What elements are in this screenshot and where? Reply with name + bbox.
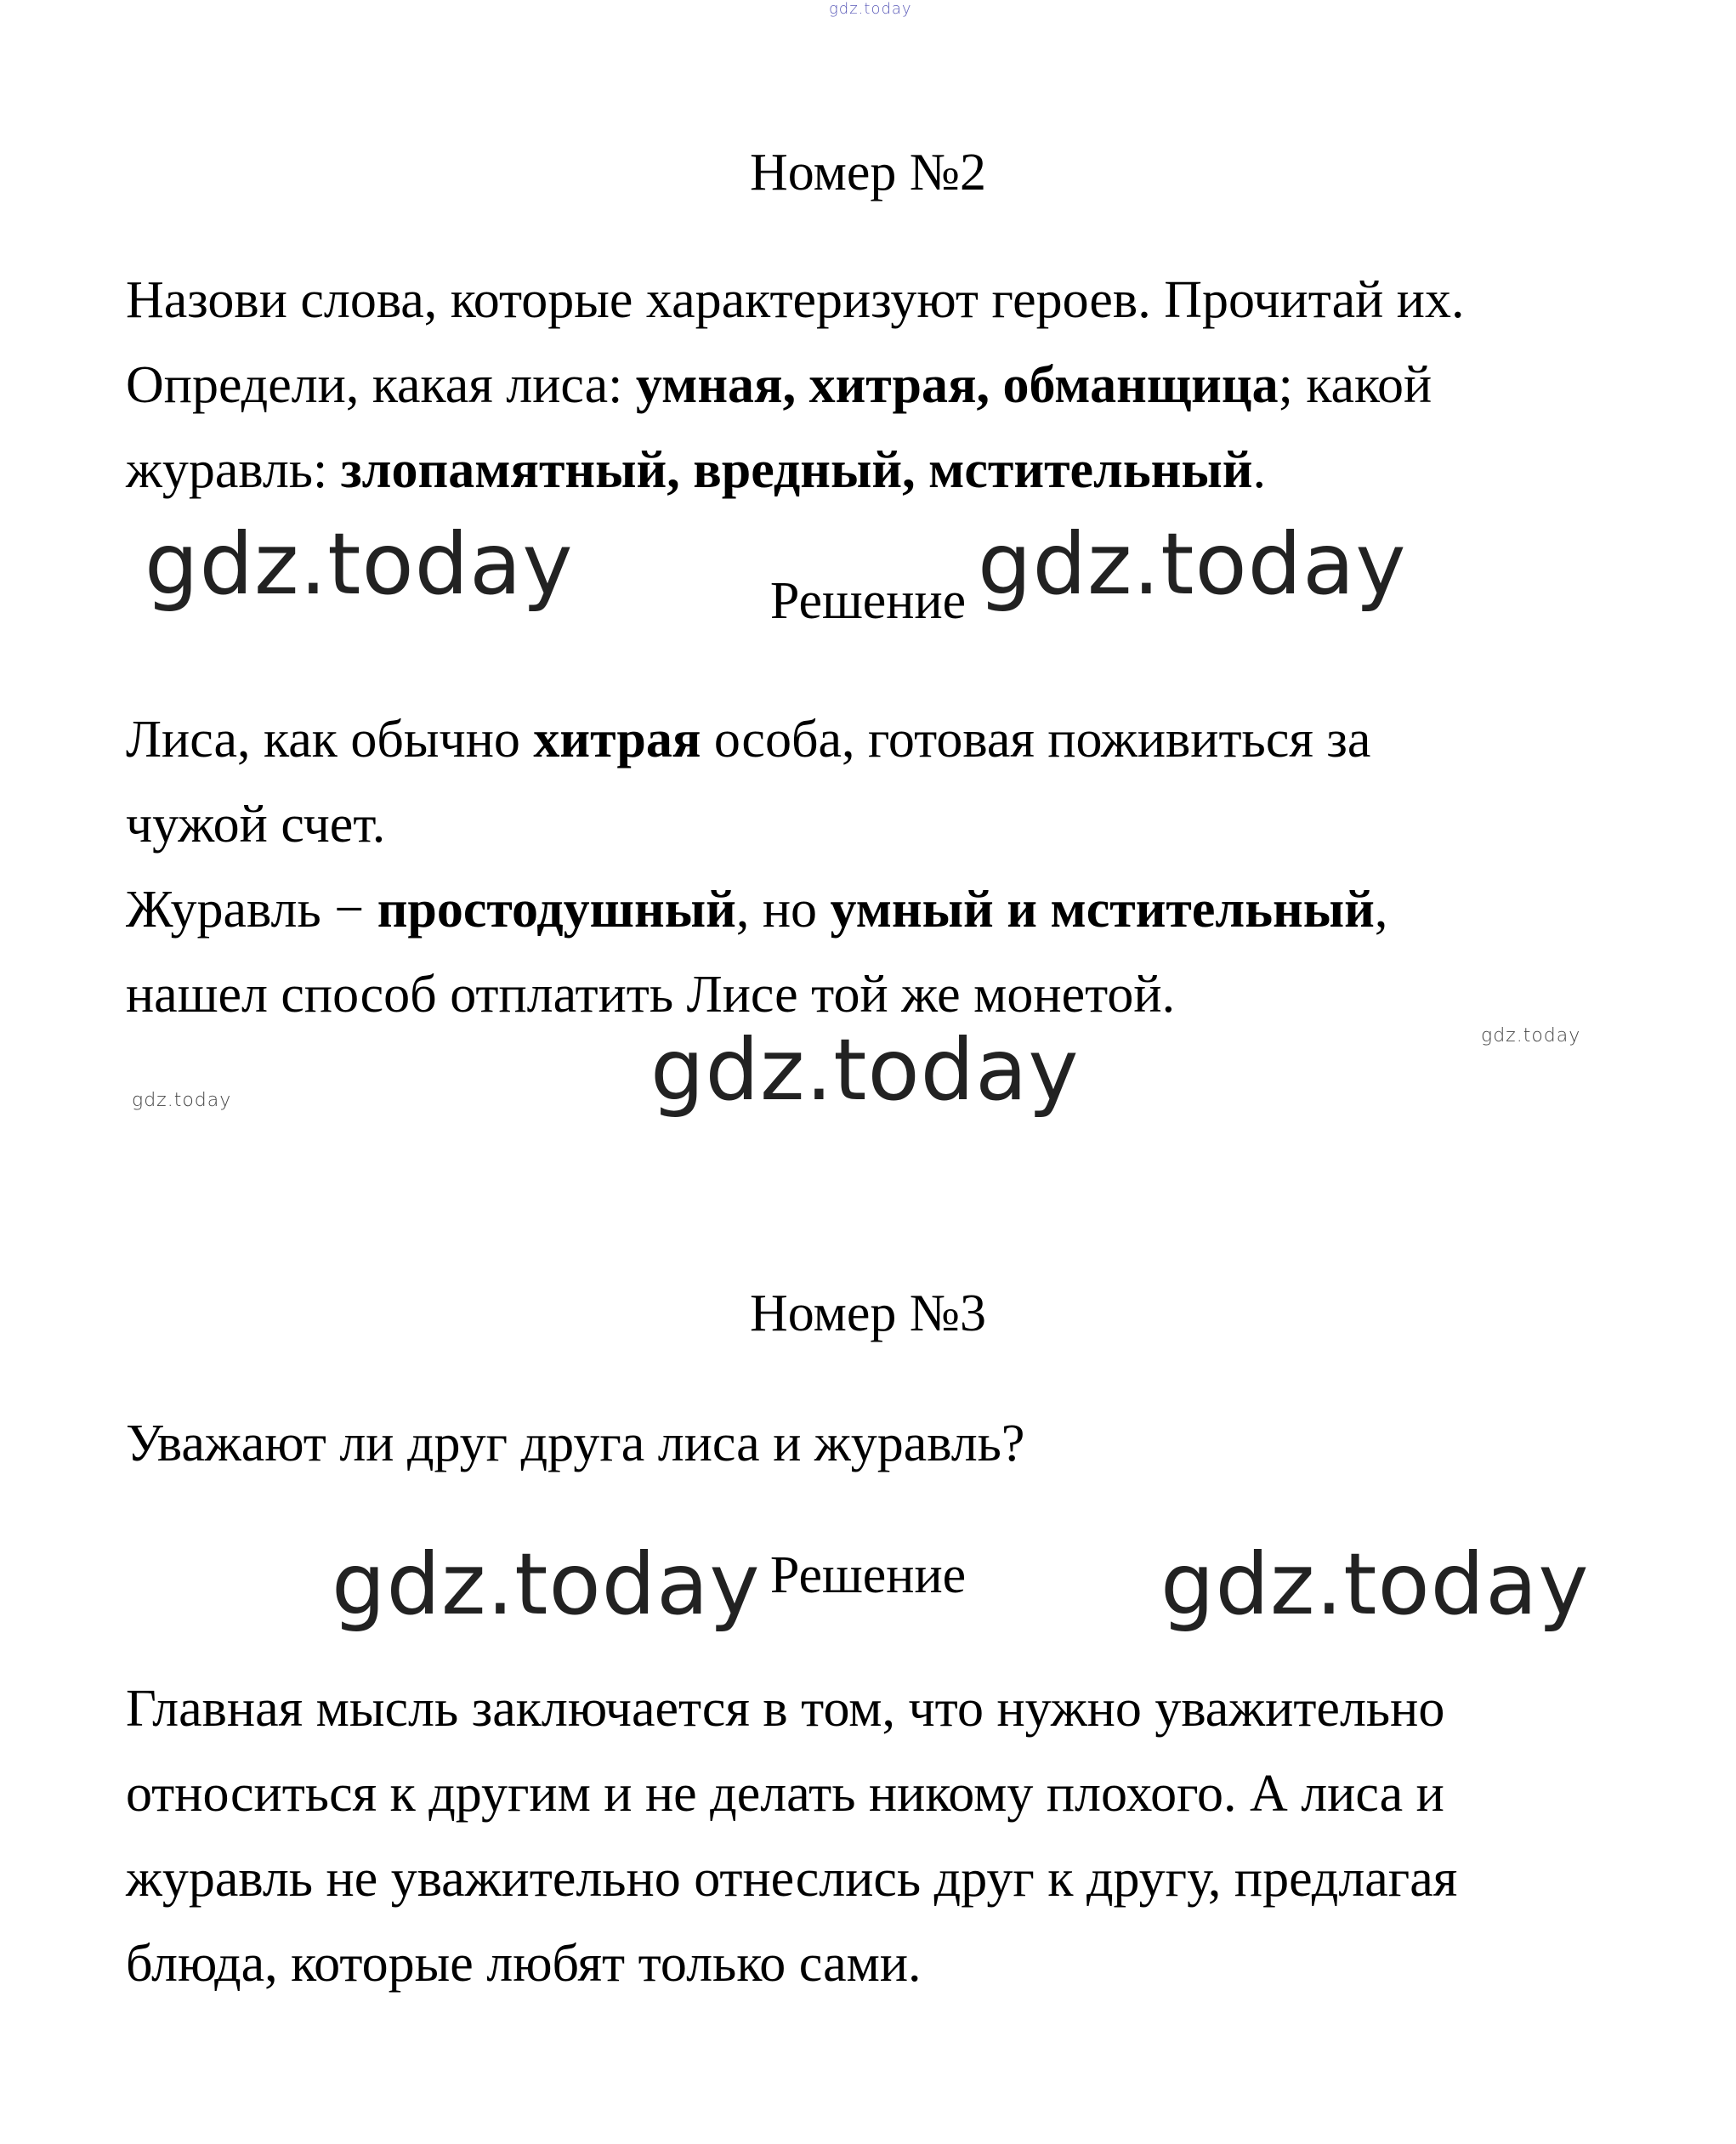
- task3-solution-label: Решение: [769, 1546, 967, 1604]
- task2-question-line3: журавль: злопамятный, вредный, мстительный.: [126, 441, 1266, 499]
- task2-question-line1: Назови слова, которые характеризуют героев. Прочитай их.: [126, 271, 1465, 329]
- task3-answer: [126, 1666, 1656, 2006]
- watermark-small: gdz.today: [1481, 1025, 1581, 1046]
- task2-answer-line2: чужой счет.: [126, 796, 386, 854]
- watermark-small: gdz.today: [132, 1090, 232, 1111]
- task3-answer-line1: Главная мысль заключается в том, что нужно уважительно: [126, 1680, 1445, 1738]
- fox-traits: умная, хитрая, обманщица: [635, 356, 1279, 414]
- task2-question-line2: Определи, какая лиса: умная, хитрая, обманщица; какой: [126, 356, 1432, 414]
- task2-answer: [126, 697, 1656, 1037]
- task2-question: [126, 258, 1656, 513]
- task3-answer-line2: относиться к другим и не делать никому плохого. А лиса и: [126, 1765, 1444, 1823]
- task3-answer-line4: блюда, которые любят только сами.: [126, 1935, 922, 1993]
- task2-answer-line1: Лиса, как обычно хитрая особа, готовая поживиться за: [126, 711, 1371, 769]
- watermark-large: gdz.today: [332, 1534, 761, 1634]
- task2-answer-line4: нашел способ отплатить Лисе той же монетой.: [126, 966, 1176, 1024]
- task3-heading: Номер №3: [749, 1285, 986, 1342]
- task2-heading: Номер №2: [749, 144, 986, 201]
- watermark-large: gdz.today: [650, 1020, 1080, 1120]
- watermark-large: gdz.today: [978, 514, 1407, 614]
- task3-question: Уважают ли друг друга лиса и журавль?: [126, 1415, 1025, 1472]
- crane-traits: злопамятный, вредный, мстительный: [340, 441, 1253, 499]
- watermark-large: gdz.today: [1160, 1534, 1590, 1634]
- task2-answer-line3: Журавль − простодушный, но умный и мстительный,: [126, 881, 1388, 939]
- watermark-large: gdz.today: [145, 514, 574, 614]
- task3-answer-line3: журавль не уважительно отнеслись друг к другу, предлагая: [126, 1850, 1458, 1908]
- watermark-top: gdz.today: [829, 0, 912, 18]
- task2-solution-label: Решение: [769, 572, 967, 630]
